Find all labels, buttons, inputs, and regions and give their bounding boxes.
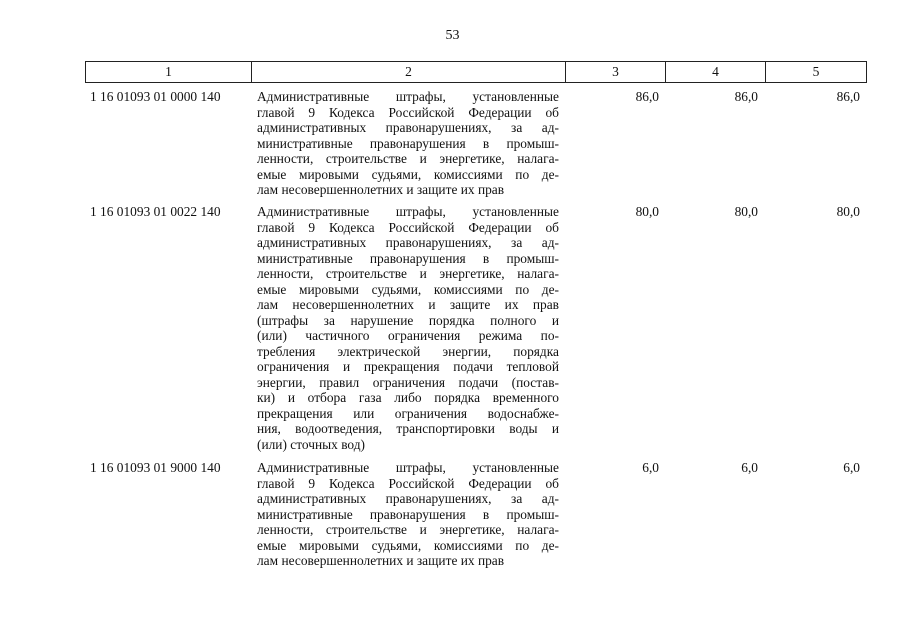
row-description [257,204,559,452]
header-col-4: 4 [666,62,766,83]
description-line: Административные штрафы, установленные [257,204,559,219]
header-col-1: 1 [86,62,252,83]
row-value-col5: 86,0 [836,89,860,104]
description-line: ния, водоотведения, транспортировки воды и [257,421,559,436]
description-line: ки) и отбора газа либо порядка временного [257,390,559,405]
description-line: емые мировыми судьями, комиссиями по де- [257,281,559,297]
row-description [257,89,559,198]
description-line: ленности, строительстве и энергетике, налага- [257,151,559,166]
row-value-col4: 86,0 [734,89,758,104]
row-value-col5: 80,0 [836,204,860,219]
description-line: министративные правонарушения в промыш- [257,250,559,266]
description-line: главой 9 Кодекса Российской Федерации об [257,475,559,491]
description-line: главой 9 Кодекса Российской Федерации об [257,104,559,120]
description-line: административных правонарушениях, за ад- [257,120,559,135]
description-line: ленности, строительстве и энергетике, налага- [257,266,559,281]
row-value-col3: 80,0 [635,204,659,219]
description-line: Административные штрафы, установленные [257,89,559,104]
description-line: ленности, строительстве и энергетике, налага- [257,522,559,537]
description-line: министративные правонарушения в промыш- [257,135,559,151]
description-line: лам несовершеннолетних и защите их прав [257,553,505,568]
row-description [257,460,559,569]
row-code: 1 16 01093 01 0022 140 [90,204,221,219]
description-line: емые мировыми судьями, комиссиями по де- [257,537,559,553]
description-line: Административные штрафы, установленные [257,460,559,475]
description-line: (штрафы за нарушение порядка полного и [257,312,559,328]
description-line: ограничения и прекращения подачи тепловой [257,359,559,374]
description-line: (или) сточных вод) [257,436,366,452]
row-value-col3: 6,0 [642,460,659,475]
row-code: 1 16 01093 01 0000 140 [90,89,221,104]
description-line: емые мировыми судьями, комиссиями по де- [257,166,559,182]
description-line: лам несовершеннолетних и защите их прав [257,297,559,312]
description-line: административных правонарушениях, за ад- [257,491,559,506]
row-code: 1 16 01093 01 9000 140 [90,460,221,475]
description-line: министративные правонарушения в промыш- [257,506,559,522]
header-col-3: 3 [566,62,666,83]
description-line: главой 9 Кодекса Российской Федерации об [257,219,559,235]
description-line: административных правонарушениях, за ад- [257,235,559,250]
description-line: (или) частичного ограничения режима по- [257,328,559,343]
page-number: 53 [445,28,460,43]
header-row [86,62,867,83]
header-col-5: 5 [766,62,867,83]
description-line: лам несовершеннолетних и защите их прав [257,182,505,197]
row-value-col5: 6,0 [843,460,860,475]
header-col-2: 2 [252,62,566,83]
row-value-col4: 6,0 [741,460,758,475]
description-line: прекращения или ограничения водоснабже- [257,405,559,421]
description-line: энергии, правил ограничения подачи (постав- [257,374,559,390]
row-value-col3: 86,0 [635,89,659,104]
table-header [85,61,867,83]
description-line: требления электрической энергии, порядка [257,343,559,359]
row-value-col4: 80,0 [734,204,758,219]
